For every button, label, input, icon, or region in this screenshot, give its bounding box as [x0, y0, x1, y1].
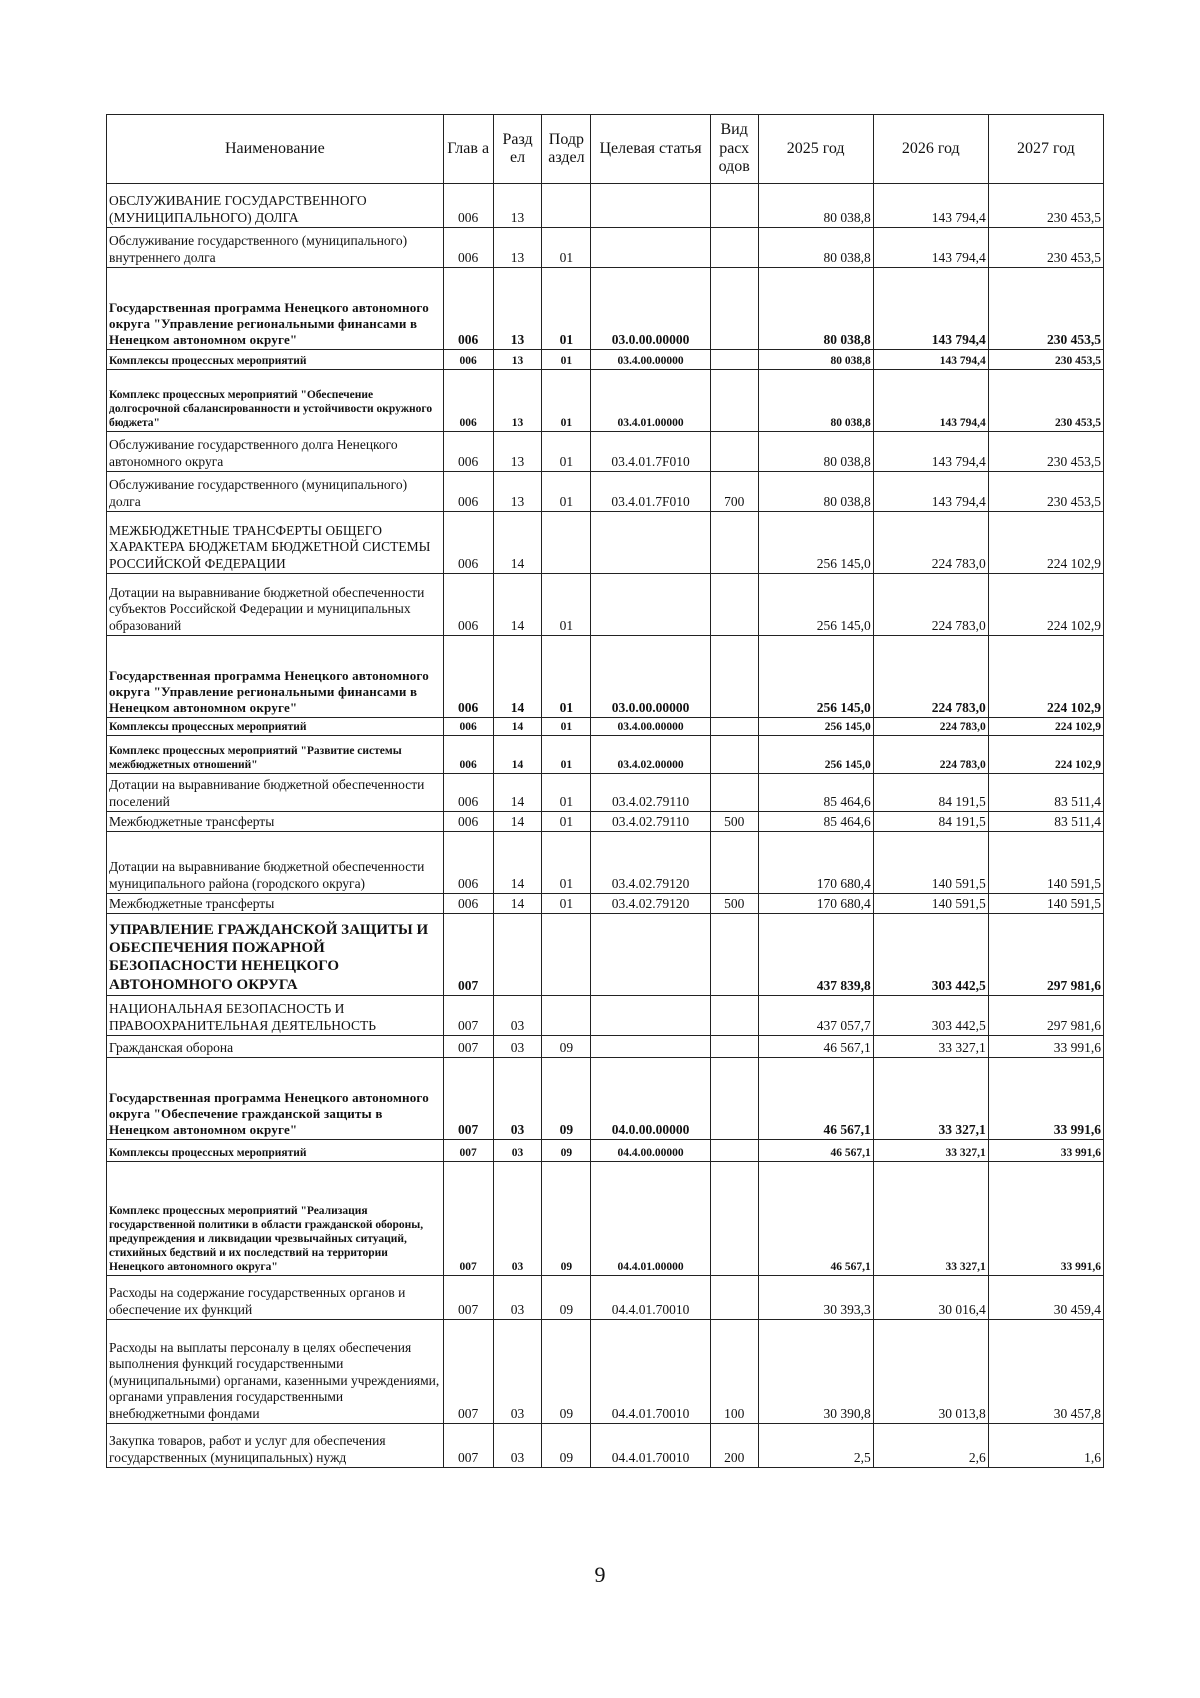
- cell-name: Государственная программа Ненецкого автономного округа "Управление региональными финансами в Ненецком автономном округе": [107, 268, 444, 350]
- cell-target: 03.4.00.00000: [591, 718, 710, 736]
- cell-vid: [710, 832, 758, 894]
- cell-vid: [710, 1036, 758, 1058]
- cell-razdel: 14: [493, 718, 542, 736]
- cell-podrazdel: 01: [542, 774, 591, 812]
- cell-y2027: 30 459,4: [988, 1276, 1103, 1320]
- header-row: [107, 115, 1104, 184]
- page-number: 9: [594, 1562, 606, 1587]
- cell-glava: 006: [443, 832, 493, 894]
- cell-glava: 006: [443, 268, 493, 350]
- cell-podrazdel: 09: [542, 1424, 591, 1468]
- cell-glava: 007: [443, 914, 493, 996]
- cell-podrazdel: 01: [542, 574, 591, 636]
- cell-y2026: 30 016,4: [873, 1276, 988, 1320]
- cell-vid: [710, 350, 758, 370]
- cell-podrazdel: 01: [542, 228, 591, 268]
- cell-target: 03.4.01.7F010: [591, 432, 710, 472]
- cell-name: Государственная программа Ненецкого автономного округа "Управление региональными финансами в Ненецком автономном округе": [107, 636, 444, 718]
- cell-glava: 007: [443, 1036, 493, 1058]
- cell-target: 03.4.02.79110: [591, 774, 710, 812]
- cell-vid: [710, 914, 758, 996]
- cell-name: НАЦИОНАЛЬНАЯ БЕЗОПАСНОСТЬ И ПРАВООХРАНИТЕЛЬНАЯ ДЕЯТЕЛЬНОСТЬ: [107, 996, 444, 1036]
- cell-podrazdel: [542, 914, 591, 996]
- cell-glava: 007: [443, 1058, 493, 1140]
- table-row: [107, 1162, 1104, 1276]
- cell-name: Комплексы процессных мероприятий: [107, 350, 444, 370]
- cell-y2027: 230 453,5: [988, 184, 1103, 228]
- cell-target: 03.4.02.79120: [591, 832, 710, 894]
- cell-name: Обслуживание государственного (муниципального) внутреннего долга: [107, 228, 444, 268]
- cell-razdel: 13: [493, 432, 542, 472]
- cell-podrazdel: [542, 996, 591, 1036]
- cell-glava: 006: [443, 574, 493, 636]
- table-row: [107, 350, 1104, 370]
- cell-razdel: 03: [493, 1276, 542, 1320]
- table-row: [107, 996, 1104, 1036]
- cell-y2026: 143 794,4: [873, 350, 988, 370]
- cell-target: 03.4.01.7F010: [591, 472, 710, 512]
- cell-y2027: 33 991,6: [988, 1162, 1103, 1276]
- cell-razdel: 14: [493, 736, 542, 774]
- cell-y2025: 437 057,7: [758, 996, 873, 1036]
- cell-name: Комплексы процессных мероприятий: [107, 1140, 444, 1162]
- cell-razdel: 14: [493, 812, 542, 832]
- table-row: [107, 894, 1104, 914]
- cell-y2026: 303 442,5: [873, 914, 988, 996]
- cell-name: Межбюджетные трансферты: [107, 894, 444, 914]
- cell-y2027: 224 102,9: [988, 718, 1103, 736]
- cell-y2025: 30 393,3: [758, 1276, 873, 1320]
- table-row: [107, 736, 1104, 774]
- cell-y2026: 143 794,4: [873, 432, 988, 472]
- cell-podrazdel: 01: [542, 736, 591, 774]
- cell-razdel: 13: [493, 184, 542, 228]
- cell-razdel: 14: [493, 832, 542, 894]
- cell-target: [591, 184, 710, 228]
- cell-vid: 500: [710, 812, 758, 832]
- header-expense-type: Вид расх одов: [710, 115, 758, 184]
- cell-razdel: 03: [493, 1424, 542, 1468]
- cell-y2025: 256 145,0: [758, 736, 873, 774]
- cell-y2025: 46 567,1: [758, 1162, 873, 1276]
- cell-razdel: 03: [493, 1320, 542, 1424]
- budget-table: [106, 114, 1104, 1468]
- cell-glava: 006: [443, 812, 493, 832]
- table-row: [107, 1058, 1104, 1140]
- cell-razdel: 13: [493, 370, 542, 432]
- cell-y2027: 224 102,9: [988, 512, 1103, 574]
- cell-razdel: [493, 914, 542, 996]
- cell-y2027: 230 453,5: [988, 350, 1103, 370]
- cell-y2026: 2,6: [873, 1424, 988, 1468]
- table-row: [107, 1320, 1104, 1424]
- cell-vid: [710, 1276, 758, 1320]
- cell-y2025: 80 038,8: [758, 370, 873, 432]
- table-row: [107, 636, 1104, 718]
- cell-name: Дотации на выравнивание бюджетной обеспеченности субъектов Российской Федерации и муниципальных образований: [107, 574, 444, 636]
- cell-y2026: 224 783,0: [873, 574, 988, 636]
- table-row: [107, 472, 1104, 512]
- cell-vid: [710, 184, 758, 228]
- table-row: [107, 832, 1104, 894]
- cell-y2025: 2,5: [758, 1424, 873, 1468]
- cell-target: [591, 574, 710, 636]
- cell-y2026: 224 783,0: [873, 636, 988, 718]
- cell-target: 04.4.01.70010: [591, 1424, 710, 1468]
- cell-glava: 007: [443, 1424, 493, 1468]
- cell-name: ОБСЛУЖИВАНИЕ ГОСУДАРСТВЕННОГО (МУНИЦИПАЛЬНОГО) ДОЛГА: [107, 184, 444, 228]
- cell-name: Обслуживание государственного (муниципального) долга: [107, 472, 444, 512]
- cell-y2025: 170 680,4: [758, 832, 873, 894]
- cell-target: [591, 914, 710, 996]
- cell-y2026: 33 327,1: [873, 1058, 988, 1140]
- cell-podrazdel: 01: [542, 370, 591, 432]
- cell-glava: 006: [443, 370, 493, 432]
- cell-target: 04.4.01.00000: [591, 1162, 710, 1276]
- cell-y2026: 224 783,0: [873, 512, 988, 574]
- cell-y2025: 30 390,8: [758, 1320, 873, 1424]
- cell-y2027: 230 453,5: [988, 370, 1103, 432]
- cell-podrazdel: 09: [542, 1162, 591, 1276]
- cell-name: Расходы на выплаты персоналу в целях обеспечения выполнения функций государственными (муниципальными) органами, казенными учреждениями, органами управления государственными внебюджетными фондами: [107, 1320, 444, 1424]
- cell-glava: 007: [443, 996, 493, 1036]
- cell-podrazdel: 01: [542, 832, 591, 894]
- cell-razdel: 14: [493, 774, 542, 812]
- cell-y2025: 85 464,6: [758, 812, 873, 832]
- cell-glava: 007: [443, 1320, 493, 1424]
- cell-name: Межбюджетные трансферты: [107, 812, 444, 832]
- cell-name: Государственная программа Ненецкого автономного округа "Обеспечение гражданской защиты в Ненецком автономном округе": [107, 1058, 444, 1140]
- header-2025: 2025 год: [758, 115, 873, 184]
- cell-razdel: 13: [493, 228, 542, 268]
- cell-target: [591, 996, 710, 1036]
- cell-y2025: 80 038,8: [758, 184, 873, 228]
- cell-vid: [710, 574, 758, 636]
- cell-vid: [710, 370, 758, 432]
- cell-podrazdel: 09: [542, 1036, 591, 1058]
- cell-y2027: 33 991,6: [988, 1036, 1103, 1058]
- cell-y2027: 230 453,5: [988, 228, 1103, 268]
- cell-y2026: 140 591,5: [873, 832, 988, 894]
- cell-glava: 006: [443, 432, 493, 472]
- table-row: [107, 268, 1104, 350]
- cell-y2026: 84 191,5: [873, 812, 988, 832]
- cell-y2027: 297 981,6: [988, 914, 1103, 996]
- cell-name: Дотации на выравнивание бюджетной обеспеченности муниципального района (городского округа): [107, 832, 444, 894]
- cell-glava: 007: [443, 1140, 493, 1162]
- table-row: [107, 914, 1104, 996]
- cell-vid: [710, 432, 758, 472]
- cell-podrazdel: [542, 512, 591, 574]
- cell-glava: 006: [443, 636, 493, 718]
- cell-target: 04.0.00.00000: [591, 1058, 710, 1140]
- cell-razdel: 14: [493, 894, 542, 914]
- cell-vid: [710, 1058, 758, 1140]
- cell-vid: 700: [710, 472, 758, 512]
- cell-target: 04.4.01.70010: [591, 1320, 710, 1424]
- cell-y2025: 256 145,0: [758, 574, 873, 636]
- cell-vid: [710, 512, 758, 574]
- cell-y2027: 33 991,6: [988, 1058, 1103, 1140]
- cell-name: Комплексы процессных мероприятий: [107, 718, 444, 736]
- cell-podrazdel: 09: [542, 1140, 591, 1162]
- table-row: [107, 370, 1104, 432]
- cell-vid: 200: [710, 1424, 758, 1468]
- cell-y2025: 46 567,1: [758, 1036, 873, 1058]
- cell-podrazdel: 09: [542, 1276, 591, 1320]
- cell-y2026: 30 013,8: [873, 1320, 988, 1424]
- cell-name: Расходы на содержание государственных органов и обеспечение их функций: [107, 1276, 444, 1320]
- cell-razdel: 13: [493, 472, 542, 512]
- cell-glava: 006: [443, 894, 493, 914]
- table-row: [107, 1424, 1104, 1468]
- cell-target: 03.4.02.00000: [591, 736, 710, 774]
- cell-podrazdel: 01: [542, 718, 591, 736]
- cell-glava: 006: [443, 736, 493, 774]
- cell-razdel: 14: [493, 636, 542, 718]
- cell-y2025: 80 038,8: [758, 268, 873, 350]
- cell-y2026: 143 794,4: [873, 228, 988, 268]
- cell-target: 03.4.00.00000: [591, 350, 710, 370]
- cell-y2025: 80 038,8: [758, 350, 873, 370]
- cell-y2027: 140 591,5: [988, 832, 1103, 894]
- cell-y2026: 33 327,1: [873, 1036, 988, 1058]
- cell-razdel: 03: [493, 1058, 542, 1140]
- cell-y2027: 297 981,6: [988, 996, 1103, 1036]
- cell-vid: [710, 718, 758, 736]
- cell-vid: [710, 774, 758, 812]
- cell-name: Закупка товаров, работ и услуг для обеспечения государственных (муниципальных) нужд: [107, 1424, 444, 1468]
- cell-target: [591, 228, 710, 268]
- cell-vid: [710, 1140, 758, 1162]
- cell-y2026: 143 794,4: [873, 472, 988, 512]
- cell-glava: 006: [443, 472, 493, 512]
- cell-razdel: 13: [493, 268, 542, 350]
- table-row: [107, 774, 1104, 812]
- cell-podrazdel: 01: [542, 472, 591, 512]
- cell-y2025: 256 145,0: [758, 636, 873, 718]
- cell-vid: [710, 736, 758, 774]
- cell-y2026: 224 783,0: [873, 718, 988, 736]
- cell-name: МЕЖБЮДЖЕТНЫЕ ТРАНСФЕРТЫ ОБЩЕГО ХАРАКТЕРА БЮДЖЕТАМ БЮДЖЕТНОЙ СИСТЕМЫ РОССИЙСКОЙ ФЕДЕРАЦИИ: [107, 512, 444, 574]
- cell-y2025: 80 038,8: [758, 472, 873, 512]
- cell-y2026: 33 327,1: [873, 1140, 988, 1162]
- cell-podrazdel: 01: [542, 432, 591, 472]
- header-target-article: Целевая статья: [591, 115, 710, 184]
- cell-vid: [710, 996, 758, 1036]
- table-row: [107, 184, 1104, 228]
- cell-y2026: 33 327,1: [873, 1162, 988, 1276]
- cell-y2025: 46 567,1: [758, 1140, 873, 1162]
- cell-y2027: 83 511,4: [988, 774, 1103, 812]
- cell-vid: 500: [710, 894, 758, 914]
- header-name: Наименование: [107, 115, 444, 184]
- cell-glava: 006: [443, 512, 493, 574]
- cell-y2025: 256 145,0: [758, 718, 873, 736]
- cell-glava: 006: [443, 184, 493, 228]
- cell-y2026: 303 442,5: [873, 996, 988, 1036]
- table-row: [107, 432, 1104, 472]
- cell-glava: 007: [443, 1276, 493, 1320]
- cell-y2025: 437 839,8: [758, 914, 873, 996]
- cell-podrazdel: 01: [542, 636, 591, 718]
- cell-target: 03.0.00.00000: [591, 268, 710, 350]
- cell-vid: [710, 228, 758, 268]
- cell-y2025: 170 680,4: [758, 894, 873, 914]
- cell-name: Комплекс процессных мероприятий "Развитие системы межбюджетных отношений": [107, 736, 444, 774]
- cell-y2026: 224 783,0: [873, 736, 988, 774]
- cell-y2026: 84 191,5: [873, 774, 988, 812]
- cell-name: Комплекс процессных мероприятий "Обеспечение долгосрочной сбалансированности и устойчивости окружного бюджета": [107, 370, 444, 432]
- header-razdel: Разд ел: [493, 115, 542, 184]
- cell-name: УПРАВЛЕНИЕ ГРАЖДАНСКОЙ ЗАЩИТЫ И ОБЕСПЕЧЕНИЯ ПОЖАРНОЙ БЕЗОПАСНОСТИ НЕНЕЦКОГО АВТОНОМНОГО ОКРУГА: [107, 914, 444, 996]
- cell-name: Дотации на выравнивание бюджетной обеспеченности поселений: [107, 774, 444, 812]
- cell-target: 04.4.00.00000: [591, 1140, 710, 1162]
- cell-podrazdel: 01: [542, 268, 591, 350]
- table-row: [107, 1140, 1104, 1162]
- cell-y2025: 80 038,8: [758, 228, 873, 268]
- header-2027: 2027 год: [988, 115, 1103, 184]
- table-row: [107, 812, 1104, 832]
- cell-y2027: 30 457,8: [988, 1320, 1103, 1424]
- cell-y2027: 33 991,6: [988, 1140, 1103, 1162]
- cell-razdel: 03: [493, 1140, 542, 1162]
- cell-glava: 006: [443, 718, 493, 736]
- table-row: [107, 718, 1104, 736]
- cell-y2027: 224 102,9: [988, 574, 1103, 636]
- cell-podrazdel: 01: [542, 894, 591, 914]
- cell-vid: 100: [710, 1320, 758, 1424]
- cell-y2027: 230 453,5: [988, 472, 1103, 512]
- cell-target: 04.4.01.70010: [591, 1276, 710, 1320]
- cell-podrazdel: 09: [542, 1058, 591, 1140]
- header-glava: Глав а: [443, 115, 493, 184]
- cell-target: 03.4.02.79110: [591, 812, 710, 832]
- cell-glava: 006: [443, 228, 493, 268]
- table-row: [107, 228, 1104, 268]
- cell-y2025: 80 038,8: [758, 432, 873, 472]
- cell-glava: 006: [443, 774, 493, 812]
- cell-y2026: 143 794,4: [873, 370, 988, 432]
- cell-y2025: 85 464,6: [758, 774, 873, 812]
- table-row: [107, 1276, 1104, 1320]
- cell-vid: [710, 636, 758, 718]
- cell-glava: 006: [443, 350, 493, 370]
- cell-name: Обслуживание государственного долга Ненецкого автономного округа: [107, 432, 444, 472]
- header-podrazdel: Подр аздел: [542, 115, 591, 184]
- cell-razdel: 03: [493, 1036, 542, 1058]
- cell-target: 03.0.00.00000: [591, 636, 710, 718]
- cell-name: Гражданская оборона: [107, 1036, 444, 1058]
- cell-vid: [710, 1162, 758, 1276]
- cell-name: Комплекс процессных мероприятий "Реализация государственной политики в области гражданской обороны, предупреждения и ликвидации чрезвычайных ситуаций, стихийных бедствий и их последствий на территории Ненецкого автономного округа": [107, 1162, 444, 1276]
- cell-target: 03.4.02.79120: [591, 894, 710, 914]
- cell-y2027: 83 511,4: [988, 812, 1103, 832]
- cell-y2026: 143 794,4: [873, 268, 988, 350]
- cell-razdel: 03: [493, 1162, 542, 1276]
- cell-razdel: 14: [493, 574, 542, 636]
- table-row: [107, 1036, 1104, 1058]
- cell-y2027: 224 102,9: [988, 736, 1103, 774]
- cell-podrazdel: 09: [542, 1320, 591, 1424]
- cell-target: 03.4.01.00000: [591, 370, 710, 432]
- header-2026: 2026 год: [873, 115, 988, 184]
- cell-y2025: 46 567,1: [758, 1058, 873, 1140]
- cell-y2027: 230 453,5: [988, 432, 1103, 472]
- cell-y2027: 224 102,9: [988, 636, 1103, 718]
- cell-razdel: 13: [493, 350, 542, 370]
- cell-podrazdel: 01: [542, 812, 591, 832]
- cell-y2027: 230 453,5: [988, 268, 1103, 350]
- cell-y2026: 140 591,5: [873, 894, 988, 914]
- cell-vid: [710, 268, 758, 350]
- cell-podrazdel: [542, 184, 591, 228]
- cell-target: [591, 512, 710, 574]
- cell-y2026: 143 794,4: [873, 184, 988, 228]
- cell-y2027: 1,6: [988, 1424, 1103, 1468]
- cell-razdel: 14: [493, 512, 542, 574]
- table-row: [107, 574, 1104, 636]
- cell-glava: 007: [443, 1162, 493, 1276]
- table-row: [107, 512, 1104, 574]
- cell-razdel: 03: [493, 996, 542, 1036]
- cell-y2025: 256 145,0: [758, 512, 873, 574]
- cell-podrazdel: 01: [542, 350, 591, 370]
- cell-y2027: 140 591,5: [988, 894, 1103, 914]
- cell-target: [591, 1036, 710, 1058]
